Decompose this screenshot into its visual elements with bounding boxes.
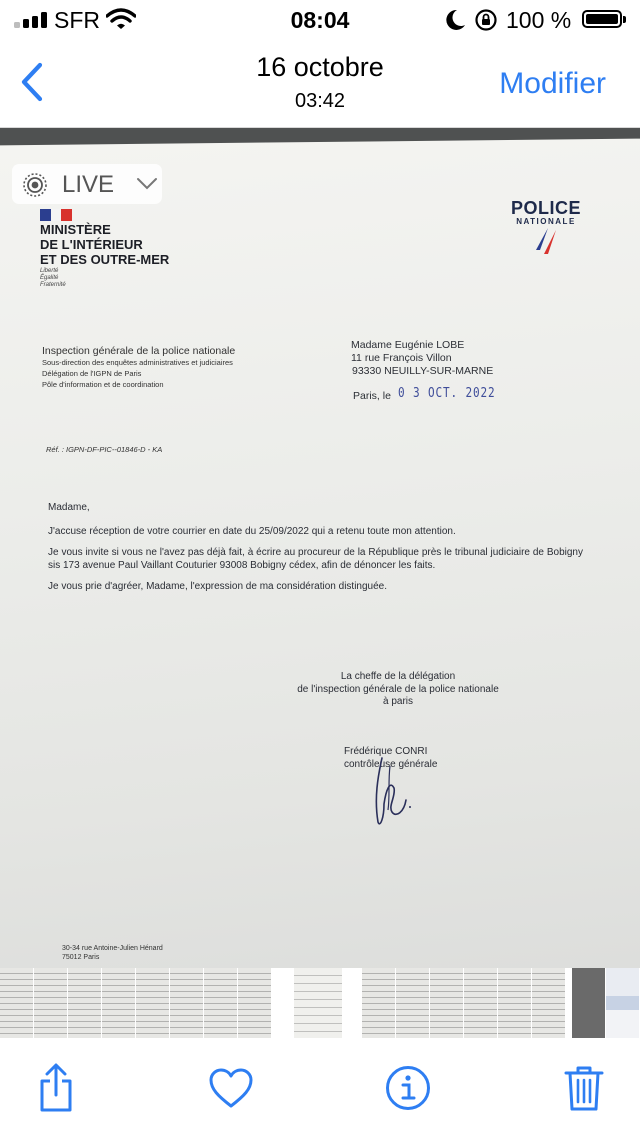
status-time: 08:04 [290,7,350,33]
live-photo-badge[interactable] [12,164,162,204]
carrier-name: SFR [54,7,100,33]
date-stamp: 0 3 OCT. 2022 [398,386,496,401]
photo-time-subtitle: 03:42 [294,90,346,112]
letter-salutation: Madame, [48,502,90,513]
photo-thumbnail[interactable] [396,968,429,1038]
info-icon [385,1065,431,1111]
status-bar [0,0,640,40]
live-label: LIVE [62,171,115,198]
live-photo-icon [22,172,48,203]
police-logo-word: POLICE [510,198,581,218]
photo-thumbnail[interactable] [136,968,169,1038]
letter-paragraph: J'accuse réception de votre courrier en date du 25/09/2022 qui a retenu toute mon attention. [48,525,456,537]
photo-thumbnail[interactable] [34,968,67,1038]
photo-thumbnail[interactable] [0,968,33,1038]
current-photo-thumbnail[interactable] [294,968,342,1038]
police-logo-sub: NATIONALE [516,217,576,226]
photo-thumbnail[interactable] [102,968,135,1038]
photo-date-title: 16 octobre [256,52,384,82]
photo-thumbnail[interactable] [238,968,271,1038]
recipient-block: Madame Eugénie LOBE 11 rue François Villon 93330 NEUILLY-SUR-MARNE [351,339,494,377]
do-not-disturb-icon [444,8,466,37]
battery-icon [582,10,622,28]
delete-button[interactable] [556,1060,612,1116]
letter-paragraph: Je vous prie d'agréer, Madame, l'expression de ma considération distinguée. [48,581,388,592]
handwritten-signature [364,752,424,832]
photo-thumbnail[interactable] [532,968,565,1038]
sender-address: 30-34 rue Antoine-Julien Hénard 75012 Paris [62,945,163,961]
letter-reference: Réf. : IGPN-DF-PIC--01846-D - KA [46,445,163,454]
letter-date-prefix: Paris, le [353,390,391,402]
ministry-header: MINISTÈRE DE L'INTÉRIEUR ET DES OUTRE-MER [40,222,170,267]
photo-thumbnail[interactable] [498,968,531,1038]
bottom-toolbar [0,1038,640,1136]
photo-thumbnail[interactable] [430,968,463,1038]
photo-thumbnail[interactable] [464,968,497,1038]
photo-thumbnail[interactable] [362,968,395,1038]
photo-thumbnail[interactable] [572,968,605,1038]
french-flag-icon [40,208,72,220]
battery-percentage: 100 % [506,7,572,33]
letter-paragraph: Je vous invite si vous ne l'avez pas déjà fait, à écrire au procureur de la République près le tribunal judiciaire de Bobigny sis 173 avenue Paul Vaillant Couturier 93008 Bobigny cédex, afin de dénoncer les faits. [48,547,583,571]
orientation-lock-icon [474,8,498,37]
navigation-bar [0,40,640,128]
share-button[interactable] [28,1060,84,1116]
sender-block: Inspection générale de la police nationale Sous-direction des enquêtes administratives et judiciaires Délégation de l'IGPN de Paris Pôle d'information et de coordination [42,345,236,389]
photo-thumbnail[interactable] [606,968,639,1038]
photo-thumbnail[interactable] [170,968,203,1038]
letter-body [48,502,583,603]
heart-icon [208,1067,254,1109]
thumbnail-strip[interactable] [0,968,640,1038]
signature-title: La cheffe de la délégation de l'inspection générale de la police nationale à paris [297,671,499,707]
photo-thumbnail[interactable] [204,968,237,1038]
republic-motto: Liberté Égalité Fraternité [40,268,66,288]
signatory: Frédérique CONRI contrôleuse générale [344,746,438,770]
info-button[interactable] [380,1060,436,1116]
favorite-button[interactable] [203,1060,259,1116]
photo-thumbnail[interactable] [68,968,101,1038]
chevron-down-icon [136,177,158,196]
police-flame-icon [526,226,566,256]
share-icon [36,1063,76,1113]
police-nationale-logo [508,198,584,261]
edit-button[interactable]: Modifier [499,67,606,100]
trash-icon [563,1064,605,1112]
